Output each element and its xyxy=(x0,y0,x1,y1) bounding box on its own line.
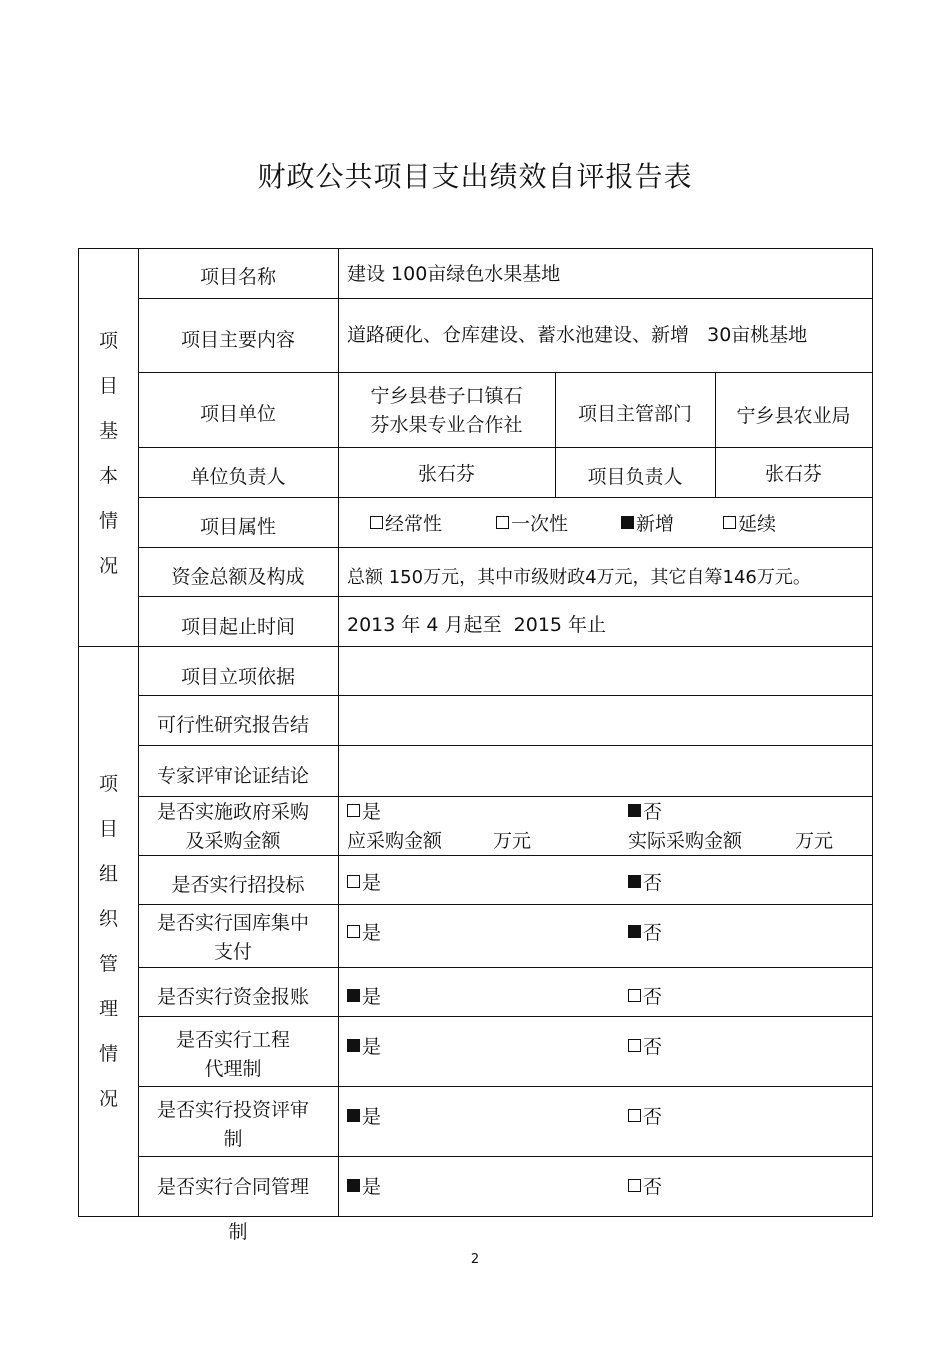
value-project-name: 建设 100亩绿色水果基地 xyxy=(347,263,561,285)
bidding-yes: 是 xyxy=(347,869,381,898)
procure-no: 否 xyxy=(628,798,662,827)
checkbox-empty-icon xyxy=(347,804,360,817)
reimburse-no: 否 xyxy=(628,983,662,1012)
option-new: 新增 xyxy=(621,510,674,539)
reimburse-yes: 是 xyxy=(347,983,381,1012)
section-basic-label: 项 目 基 本 情 况 xyxy=(98,330,118,577)
value-unit-leader: 张石芬 xyxy=(417,463,475,485)
label-contract-overflow: 制 xyxy=(228,1221,248,1243)
checkbox-empty-icon xyxy=(723,516,736,529)
label-unit-leader: 单位负责人 xyxy=(190,466,286,488)
option-one-time: 一次性 xyxy=(496,510,568,539)
contract-no: 否 xyxy=(628,1173,662,1202)
label-project-content: 项目主要内容 xyxy=(180,329,295,351)
label-agent: 是否实行工程 代理制 xyxy=(175,1029,290,1080)
label-contract: 是否实行合同管理 xyxy=(156,1176,309,1198)
checkbox-filled-icon xyxy=(347,989,360,1002)
checkbox-empty-icon xyxy=(628,989,641,1002)
checkbox-filled-icon xyxy=(628,875,641,888)
value-project-unit: 宁乡县巷子口镇石 芬水果专业合作社 xyxy=(370,385,523,436)
label-feasibility: 可行性研究报告结 xyxy=(156,714,309,736)
label-bidding: 是否实行招投标 xyxy=(171,874,305,896)
checkbox-filled-icon xyxy=(621,516,634,529)
option-regular: 经常性 xyxy=(370,510,442,539)
checkbox-filled-icon xyxy=(347,1039,360,1052)
label-reimburse: 是否实行资金报账 xyxy=(156,986,309,1008)
invest-yes: 是 xyxy=(347,1103,381,1132)
label-project-leader: 项目负责人 xyxy=(587,466,683,488)
label-basis: 项目立项依据 xyxy=(180,666,295,688)
checkbox-empty-icon xyxy=(628,1179,641,1192)
should-procure-amount: 应采购金额 xyxy=(347,830,443,852)
actual-procure-amount: 实际采购金额 xyxy=(628,830,743,852)
invest-no: 否 xyxy=(628,1103,662,1132)
label-project-unit: 项目单位 xyxy=(199,403,276,425)
contract-yes: 是 xyxy=(347,1173,381,1202)
label-procurement: 是否实施政府采购 及采购金额 xyxy=(156,801,309,852)
value-dept: 宁乡县农业局 xyxy=(736,405,851,427)
label-invest: 是否实行投资评审 制 xyxy=(156,1099,309,1150)
label-project-attr: 项目属性 xyxy=(199,516,276,538)
label-fund: 资金总额及构成 xyxy=(171,566,305,588)
checkbox-empty-icon xyxy=(347,875,360,888)
label-dept: 项目主管部门 xyxy=(577,403,692,425)
value-project-content: 道路硬化、仓库建设、蓄水池建设、新增 30亩桃基地 xyxy=(347,324,808,346)
procure-yes: 是 xyxy=(347,798,381,827)
checkbox-empty-icon xyxy=(496,516,509,529)
label-period: 项目起止时间 xyxy=(180,616,295,638)
checkbox-filled-icon xyxy=(347,1179,360,1192)
checkbox-empty-icon xyxy=(628,1039,641,1052)
should-procure-unit: 万元 xyxy=(493,830,532,852)
label-project-name: 项目名称 xyxy=(199,266,276,288)
label-treasury: 是否实行国库集中 支付 xyxy=(156,912,309,963)
treasury-yes: 是 xyxy=(347,919,381,948)
value-period: 2013 年 4 月起至 2015 年止 xyxy=(347,614,607,636)
agent-no: 否 xyxy=(628,1033,662,1062)
checkbox-filled-icon xyxy=(628,804,641,817)
section-divider xyxy=(79,646,872,647)
value-fund: 总额 150万元，其中市级财政4万元，其它自筹146万元。 xyxy=(347,567,811,588)
option-continue: 延续 xyxy=(723,510,776,539)
section-management-label: 项 目 组 织 管 理 情 况 xyxy=(98,773,118,1110)
page-title: 财政公共项目支出绩效自评报告表 xyxy=(257,160,693,193)
checkbox-filled-icon xyxy=(347,1109,360,1122)
checkbox-empty-icon xyxy=(628,1109,641,1122)
checkbox-empty-icon xyxy=(347,925,360,938)
page-number: 2 xyxy=(470,1252,480,1267)
bidding-no: 否 xyxy=(628,869,662,898)
label-expert: 专家评审论证结论 xyxy=(156,765,309,787)
value-project-leader: 张石芬 xyxy=(764,463,822,485)
agent-yes: 是 xyxy=(347,1033,381,1062)
actual-procure-unit: 万元 xyxy=(795,830,834,852)
checkbox-filled-icon xyxy=(628,925,641,938)
report-table xyxy=(78,248,873,1217)
treasury-no: 否 xyxy=(628,919,662,948)
checkbox-empty-icon xyxy=(370,516,383,529)
